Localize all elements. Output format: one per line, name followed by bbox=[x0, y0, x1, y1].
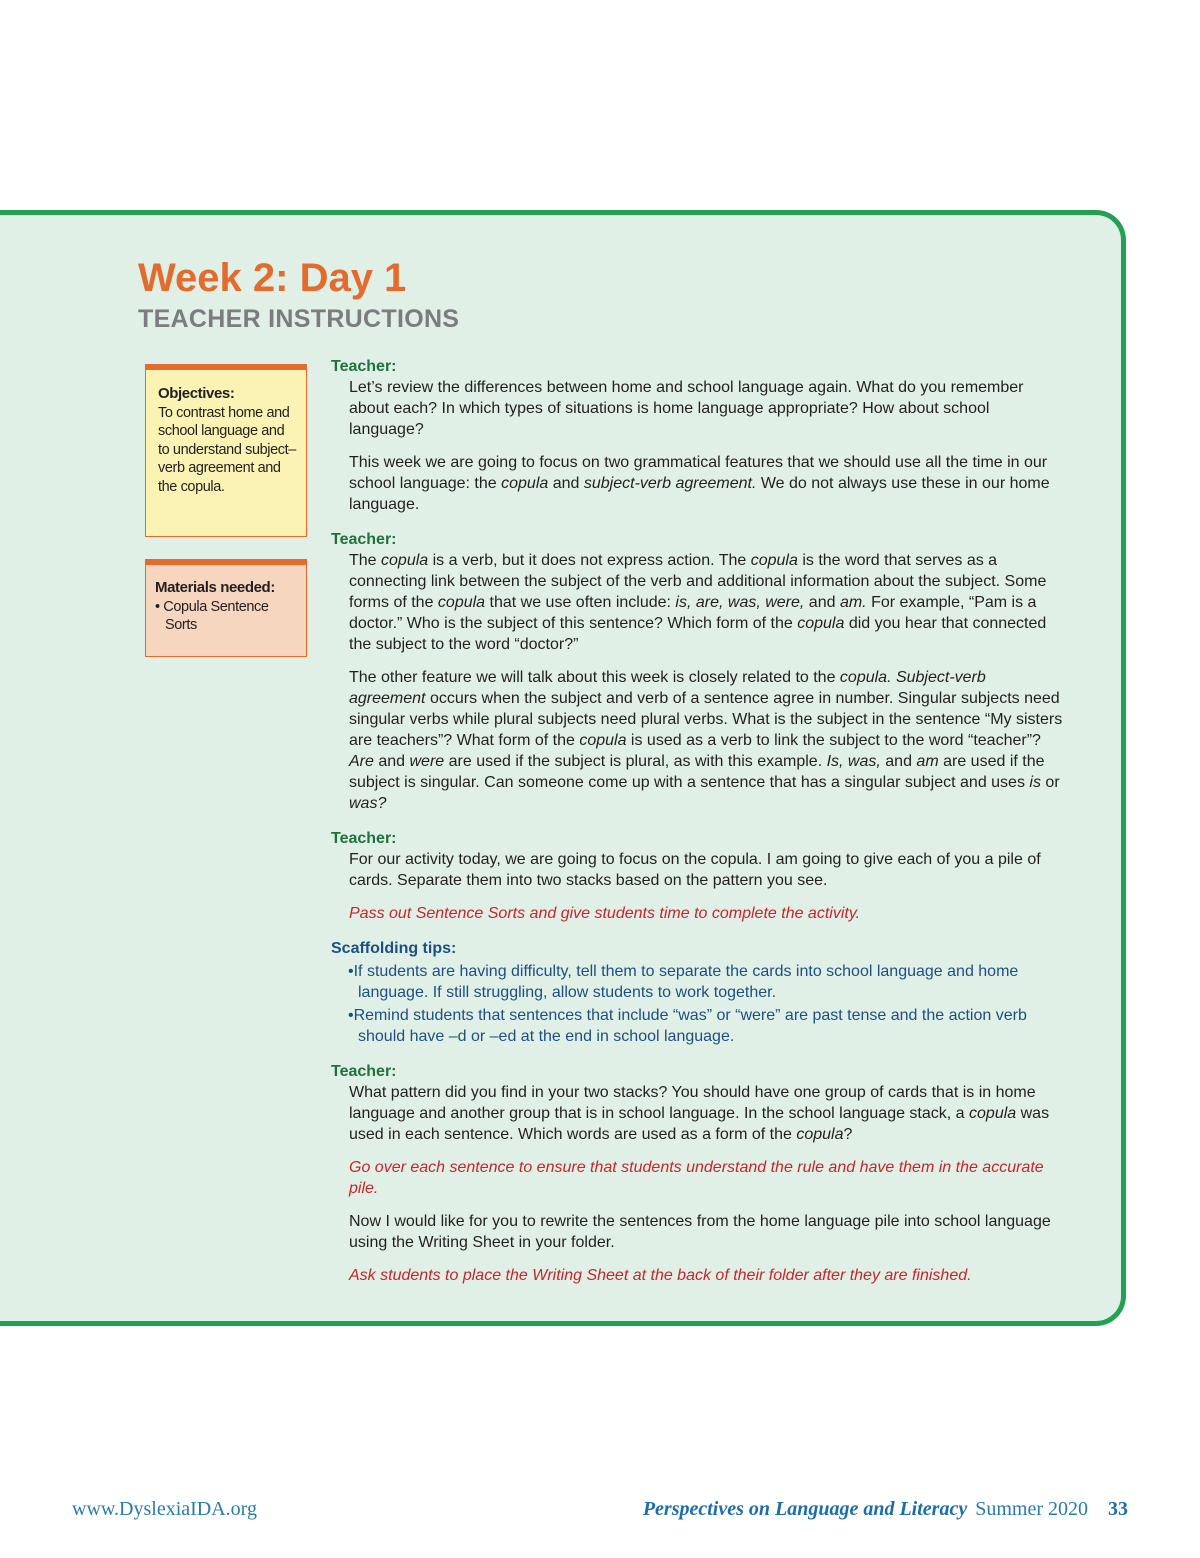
page-title: Week 2: Day 1 bbox=[138, 256, 407, 300]
instruction-note: Go over each sentence to ensure that students understand the rule and have them in the accurate pile. bbox=[349, 1159, 1044, 1197]
teacher-label: Teacher: bbox=[331, 531, 397, 548]
paragraph: Let’s review the differences between home and school language again. What do you remember about each? In which types of situations is home language appropriate? How about school language? bbox=[349, 379, 1024, 438]
paragraph: The copula is a verb, but it does not express action. The copula is the word that serves as a connecting link between the subject of the verb and additional information about the subject. Some forms of the copula that we use often include: is, are, was, were, and am. For example, “Pam is a doctor.” Who is the subject of this sentence? Which form of the copula did you hear that connected the subject to the word “doctor?” bbox=[349, 552, 1047, 653]
teacher-section-2 bbox=[331, 529, 1066, 814]
teacher-section-1 bbox=[331, 356, 1066, 515]
scaffolding-list bbox=[348, 961, 1066, 1047]
instruction-note: Ask students to place the Writing Sheet at the back of their folder after they are finished. bbox=[349, 1267, 972, 1284]
scaffolding-section bbox=[331, 938, 1066, 1047]
materials-heading: Materials needed: bbox=[155, 579, 275, 596]
materials-box bbox=[145, 559, 307, 657]
objectives-heading: Objectives: bbox=[158, 385, 235, 402]
teacher-section-4 bbox=[331, 1061, 1066, 1286]
objectives-box bbox=[145, 364, 307, 537]
paragraph: The other feature we will talk about this week is closely related to the copula. Subject-verb agreement occurs when the subject and verb of a sentence agree in number. Singular subjects need singular verbs while plural subjects need plural verbs. What is the subject in the sentence “My sisters are teachers”? What form of the copula is used as a verb to link the subject to the word “teacher”? Are and were are used if the subject is plural, as with this example. Is, was, and am are used if the subject is singular. Can someone come up with a sentence that has a singular subject and uses is or was? bbox=[349, 669, 1063, 812]
footer-website[interactable]: www.DyslexiaIDA.org bbox=[72, 1498, 257, 1520]
teacher-label: Teacher: bbox=[331, 830, 397, 847]
paragraph: Now I would like for you to rewrite the sentences from the home language pile into school language using the Writing Sheet in your folder. bbox=[349, 1213, 1051, 1251]
scaffolding-label: Scaffolding tips: bbox=[331, 940, 457, 957]
journal-title: Perspectives on Language and Literacy bbox=[642, 1498, 968, 1520]
footer-citation bbox=[643, 1498, 1128, 1521]
page-subtitle: TEACHER INSTRUCTIONS bbox=[138, 305, 460, 333]
list-item: •If students are having difficulty, tell them to separate the cards into school language and home language. If still struggling, allow students to work together. bbox=[348, 963, 1019, 1001]
materials-item: • Copula Sentence Sorts bbox=[155, 598, 269, 633]
list-item: •Remind students that sentences that include “was” or “were” are past tense and the action verb should have –d or –ed at the end in school language. bbox=[348, 1007, 1027, 1045]
journal-issue: Summer 2020 bbox=[975, 1498, 1088, 1520]
teacher-label: Teacher: bbox=[331, 1063, 397, 1080]
page-number: 33 bbox=[1108, 1498, 1128, 1520]
instructions-content bbox=[331, 356, 1066, 1300]
teacher-label: Teacher: bbox=[331, 358, 397, 375]
paragraph: For our activity today, we are going to focus on the copula. I am going to give each of you a pile of cards. Separate them into two stacks based on the pattern you see. bbox=[349, 851, 1041, 889]
objectives-text: To contrast home and school language and to understand subject–verb agreement and the copula. bbox=[158, 404, 296, 495]
paragraph: This week we are going to focus on two grammatical features that we should use all the time in our school language: the copula and subject-verb agreement. We do not always use these in our home language. bbox=[349, 454, 1050, 513]
paragraph: What pattern did you find in your two stacks? You should have one group of cards that is in home language and another group that is in school language. In the school language stack, a copula was used in each sentence. Which words are used as a form of the copula? bbox=[349, 1084, 1050, 1143]
teacher-section-3 bbox=[331, 828, 1066, 924]
instruction-note: Pass out Sentence Sorts and give students time to complete the activity. bbox=[349, 905, 861, 922]
